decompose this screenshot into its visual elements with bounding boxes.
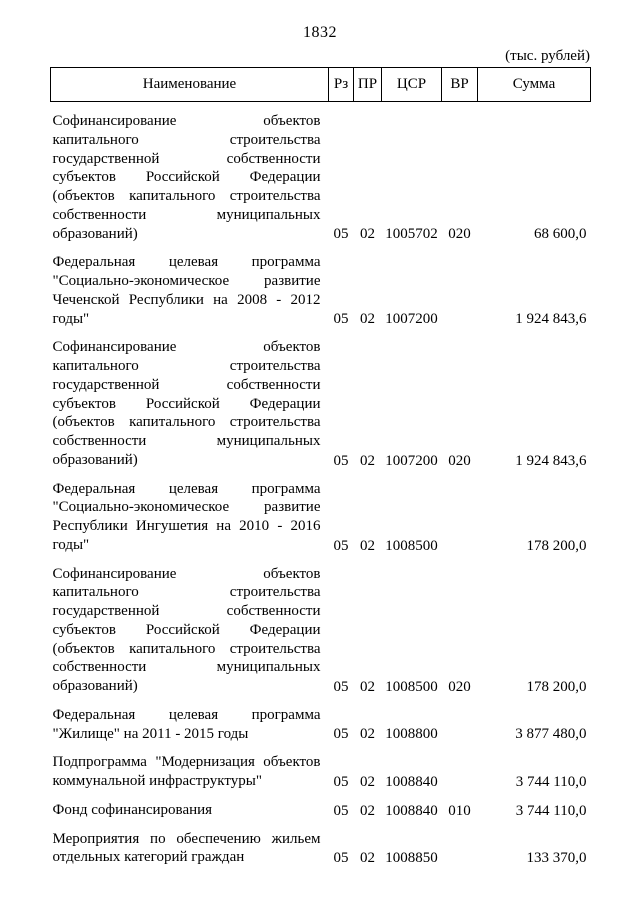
cell-vr: [442, 470, 478, 555]
cell-pr: 02: [360, 802, 375, 819]
cell-vr: [442, 820, 478, 868]
cell-csr: 1008500: [385, 537, 438, 554]
cell-sum: 178 200,0: [526, 678, 587, 695]
cell-pr: 02: [360, 773, 375, 790]
cell-name: Подпрограмма "Модернизация объектов коммунальной инфраструктуры": [52, 754, 321, 789]
cell-sum: 68 600,0: [534, 226, 587, 243]
table-row: [51, 555, 591, 696]
cell-rz: 05: [333, 726, 349, 743]
cell-name: Софинансирование объектов капитального строительства государственной собственности субъектов Российской Федерации (объектов капитального строительства собственности муниципальных образований): [52, 565, 321, 694]
table-body: [51, 102, 591, 868]
cell-name: Федеральная целевая программа "Социально-экономическое развитие Республики Ингушетия на 2010 - 2016 годы": [52, 480, 321, 553]
cell-sum: 1 924 843,6: [515, 452, 587, 469]
cell-csr: 1008840: [385, 802, 438, 819]
header-sum: Сумма: [478, 68, 591, 102]
cell-vr: [442, 243, 478, 328]
table-header: [51, 68, 591, 102]
cell-rz: 05: [333, 850, 349, 866]
table-row: [51, 696, 591, 744]
cell-rz: 05: [333, 452, 349, 469]
cell-vr: [442, 696, 478, 744]
table-row: [51, 102, 591, 244]
page-number: 1832: [303, 24, 337, 41]
cell-csr: 1008500: [385, 678, 438, 695]
table-row: [51, 743, 591, 791]
cell-csr: 1005702: [385, 226, 438, 243]
cell-name: Федеральная целевая программа "Жилище" на 2011 - 2015 годы: [52, 706, 321, 742]
cell-pr: 02: [360, 537, 375, 554]
cell-name: Мероприятия по обеспечению жильем отдельных категорий граждан: [52, 830, 321, 866]
cell-vr: 020: [448, 678, 471, 695]
cell-pr: 02: [360, 726, 375, 743]
header-rz: Рз: [329, 68, 354, 102]
cell-pr: 02: [360, 311, 375, 328]
cell-rz: 05: [333, 537, 349, 554]
table-row: [51, 820, 591, 868]
header-vr: ВР: [442, 68, 478, 102]
cell-name: Фонд софинансирования: [52, 801, 213, 818]
cell-rz: 05: [333, 226, 349, 243]
table-row: [51, 328, 591, 469]
cell-vr: 020: [448, 226, 471, 243]
budget-table: [50, 67, 591, 867]
header-csr: ЦСР: [382, 68, 442, 102]
cell-sum: 3 877 480,0: [515, 726, 587, 743]
cell-pr: 02: [360, 850, 375, 866]
cell-pr: 02: [360, 226, 375, 243]
cell-csr: 1007200: [385, 452, 438, 469]
cell-csr: 1007200: [385, 311, 438, 328]
cell-pr: 02: [360, 678, 375, 695]
cell-sum: 1 924 843,6: [515, 311, 587, 328]
cell-rz: 05: [333, 678, 349, 695]
cell-name: Федеральная целевая программа "Социально-экономическое развитие Чеченской Республики на 2008 - 2012 годы": [52, 254, 321, 327]
header-pr: ПР: [354, 68, 382, 102]
cell-sum: 3 744 110,0: [515, 802, 587, 819]
cell-sum: 133 370,0: [526, 850, 587, 866]
cell-rz: 05: [333, 311, 349, 328]
cell-vr: [442, 743, 478, 791]
table-row: [51, 243, 591, 328]
cell-rz: 05: [333, 802, 349, 819]
units-note: (тыс. рублей): [505, 48, 590, 64]
cell-sum: 3 744 110,0: [515, 773, 587, 790]
table-row: [51, 470, 591, 555]
cell-name: Софинансирование объектов капитального строительства государственной собственности субъектов Российской Федерации (объектов капитального строительства собственности муниципальных образований): [52, 339, 321, 468]
table-row: [51, 791, 591, 820]
cell-pr: 02: [360, 452, 375, 469]
table-header-row: [51, 68, 591, 102]
header-name: Наименование: [51, 68, 329, 102]
cell-csr: 1008850: [385, 850, 438, 866]
cell-vr: 010: [448, 802, 471, 819]
cell-vr: 020: [448, 452, 471, 469]
cell-name: Софинансирование объектов капитального строительства государственной собственности субъектов Российской Федерации (объектов капитального строительства собственности муниципальных образований): [52, 113, 321, 242]
cell-csr: 1008840: [385, 773, 438, 790]
cell-csr: 1008800: [385, 726, 438, 743]
cell-sum: 178 200,0: [526, 537, 587, 554]
cell-rz: 05: [333, 773, 349, 790]
